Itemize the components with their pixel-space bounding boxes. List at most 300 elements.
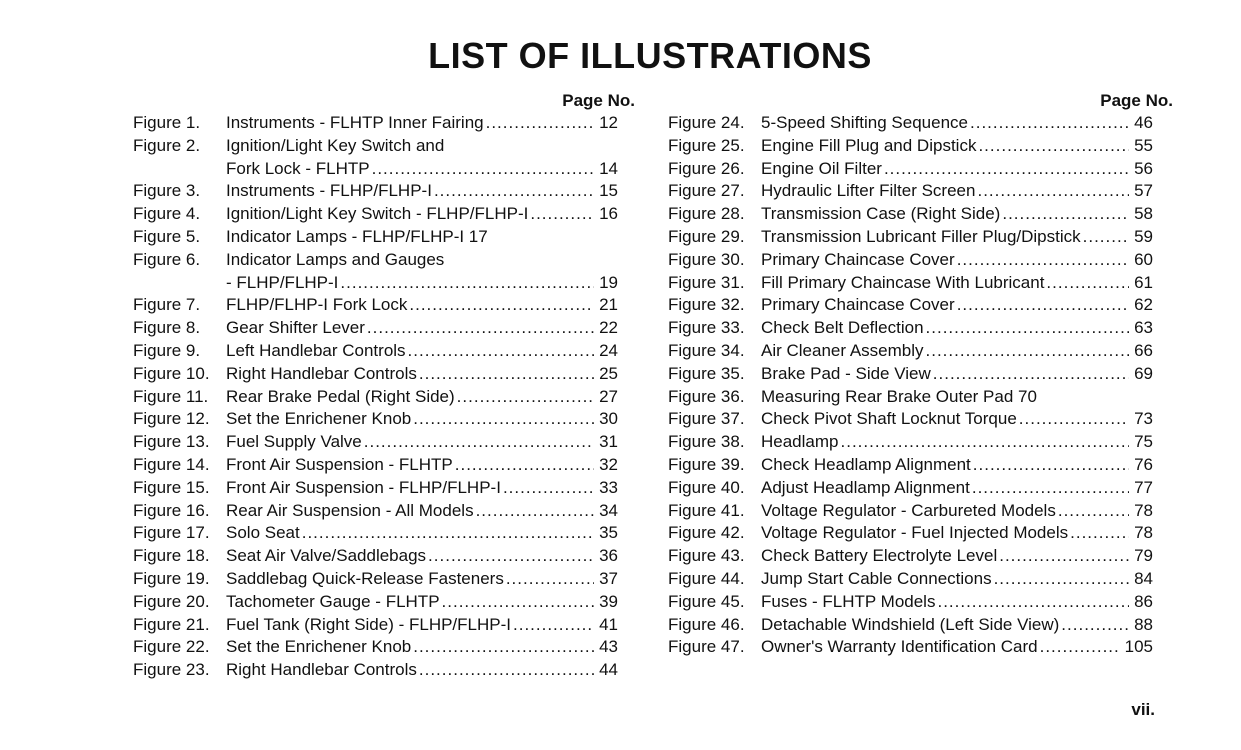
caption-line — [761, 545, 1153, 568]
caption-text: Check Belt Deflection — [761, 318, 924, 338]
figure-number: Figure 3. — [133, 181, 201, 201]
caption-line — [226, 454, 618, 477]
figure-caption — [761, 294, 1153, 317]
figure-number: Figure 19. — [133, 568, 210, 588]
caption-line — [761, 226, 1153, 249]
caption-line — [226, 545, 618, 568]
illustration-entry — [668, 112, 1173, 135]
page-number: 59 — [1134, 226, 1153, 246]
dot-leader — [367, 317, 594, 340]
caption-line — [761, 249, 1153, 272]
illustration-entry — [668, 545, 1173, 568]
caption-text: - FLHP/FLHP-I — [226, 272, 339, 292]
illustration-entry — [668, 522, 1173, 545]
illustration-entry — [668, 614, 1173, 637]
caption-line — [761, 112, 1153, 135]
caption-text: Set the Enrichener Knob — [226, 637, 412, 657]
caption-line — [226, 135, 618, 158]
caption-line — [761, 386, 1153, 409]
caption-text: Instruments - FLHP/FLHP-I — [226, 181, 432, 201]
illustration-entry — [668, 180, 1173, 203]
caption-text: Headlamp — [761, 432, 839, 452]
figure-number: Figure 17. — [133, 523, 210, 543]
figure-number: Figure 1. — [133, 113, 201, 132]
caption-line — [226, 158, 618, 181]
figure-number: Figure 7. — [133, 295, 201, 315]
figure-caption — [226, 477, 618, 500]
caption-line — [226, 272, 618, 295]
dot-leader — [994, 568, 1129, 591]
page-number: 76 — [1134, 454, 1153, 474]
caption-text: Air Cleaner Assembly — [761, 340, 924, 360]
page-number: 55 — [1134, 135, 1153, 155]
page-number: 78 — [1134, 523, 1153, 543]
illustration-entry — [668, 500, 1173, 523]
figure-number: Figure 32. — [668, 295, 745, 315]
page-number: 66 — [1134, 340, 1153, 360]
caption-text: Engine Oil Filter — [761, 158, 882, 178]
figure-caption — [226, 317, 618, 340]
page-number: 86 — [1134, 591, 1153, 611]
caption-line — [226, 340, 618, 363]
dot-leader — [506, 568, 594, 591]
figure-caption — [761, 522, 1153, 545]
figure-caption — [226, 522, 618, 545]
dot-leader — [442, 591, 594, 614]
caption-line — [761, 203, 1153, 226]
figure-number: Figure 42. — [668, 523, 745, 543]
figure-number: Figure 23. — [133, 660, 210, 680]
illustration-entry — [668, 386, 1173, 409]
caption-line — [761, 408, 1153, 431]
figure-number: Figure 29. — [668, 226, 745, 246]
dot-leader — [1019, 408, 1129, 431]
caption-text: Indicator Lamps and Gauges — [226, 249, 445, 269]
dot-leader — [970, 112, 1129, 135]
caption-line — [226, 363, 618, 386]
figure-caption — [226, 180, 618, 203]
figure-number: Figure 31. — [668, 272, 745, 292]
figure-caption — [226, 454, 618, 477]
illustration-entry — [668, 226, 1173, 249]
figure-number: Figure 18. — [133, 546, 210, 566]
illustration-entry — [133, 568, 635, 591]
illustration-entry — [668, 272, 1173, 295]
dot-leader — [973, 454, 1129, 477]
figure-caption — [761, 226, 1153, 249]
figure-caption — [761, 477, 1153, 500]
caption-text: Brake Pad - Side View — [761, 363, 931, 383]
caption-line — [226, 408, 618, 431]
caption-line — [226, 431, 618, 454]
figure-caption — [761, 614, 1153, 637]
dot-leader — [1002, 203, 1129, 226]
figure-caption — [761, 500, 1153, 523]
page-number: 27 — [599, 386, 618, 406]
illustration-entry — [668, 363, 1173, 386]
figure-caption — [226, 636, 618, 659]
caption-text: Jump Start Cable Connections — [761, 568, 992, 588]
dot-leader — [457, 386, 594, 409]
caption-text: Engine Fill Plug and Dipstick — [761, 135, 977, 155]
caption-line — [761, 477, 1153, 500]
figure-number: Figure 22. — [133, 637, 210, 657]
figure-number: Figure 21. — [133, 614, 210, 634]
page-number: 56 — [1134, 158, 1153, 178]
figure-caption — [761, 568, 1153, 591]
figure-number: Figure 11. — [133, 386, 209, 406]
page-number: 88 — [1134, 614, 1153, 634]
figure-caption — [761, 363, 1153, 386]
figure-caption — [761, 454, 1153, 477]
caption-text: Rear Brake Pedal (Right Side) — [226, 386, 455, 406]
caption-line — [226, 477, 618, 500]
page-number: 46 — [1134, 113, 1153, 132]
page-number: 34 — [599, 500, 618, 520]
figure-caption — [226, 112, 618, 135]
dot-leader — [1083, 226, 1129, 249]
caption-text: Set the Enrichener Knob — [226, 409, 412, 429]
caption-line — [761, 522, 1153, 545]
figure-number: Figure 15. — [133, 477, 210, 497]
caption-text: Saddlebag Quick-Release Fasteners — [226, 568, 504, 588]
right-entry-list — [668, 112, 1173, 659]
dot-leader — [841, 431, 1130, 454]
caption-line — [761, 272, 1153, 295]
page-number: 33 — [599, 477, 618, 497]
illustration-entry — [133, 500, 635, 523]
illustration-entry — [133, 249, 635, 295]
page-number: 15 — [599, 181, 618, 201]
caption-text: Front Air Suspension - FLHTP — [226, 454, 453, 474]
page-number: 62 — [1134, 295, 1153, 315]
dot-leader — [434, 180, 594, 203]
caption-line — [226, 614, 618, 637]
figure-caption — [226, 500, 618, 523]
dot-leader — [937, 591, 1129, 614]
caption-text: Right Handlebar Controls — [226, 660, 417, 680]
caption-text: Primary Chaincase Cover — [761, 295, 955, 315]
page-number: 77 — [1134, 477, 1153, 497]
illustration-entry — [668, 203, 1173, 226]
figure-caption — [761, 431, 1153, 454]
figure-caption — [226, 408, 618, 431]
illustration-entry — [668, 636, 1173, 659]
dot-leader — [1058, 500, 1129, 523]
illustration-entry — [133, 317, 635, 340]
figure-caption — [226, 431, 618, 454]
dot-leader — [486, 112, 594, 135]
figure-caption — [761, 591, 1153, 614]
figure-number: Figure 36. — [668, 386, 745, 406]
figure-number: Figure 28. — [668, 204, 745, 224]
dot-leader — [503, 477, 594, 500]
caption-line — [761, 294, 1153, 317]
dot-leader — [413, 636, 594, 659]
dot-leader — [977, 180, 1129, 203]
caption-text: Adjust Headlamp Alignment — [761, 477, 970, 497]
figure-caption — [226, 545, 618, 568]
illustration-entry — [133, 226, 635, 249]
page-number: 41 — [599, 614, 618, 634]
figure-caption — [761, 408, 1153, 431]
caption-line — [761, 591, 1153, 614]
dot-leader — [364, 431, 594, 454]
caption-line — [761, 363, 1153, 386]
illustration-entry — [668, 294, 1173, 317]
figure-caption — [226, 568, 618, 591]
caption-line — [226, 203, 618, 226]
caption-text: Fork Lock - FLHTP — [226, 158, 370, 178]
figure-number: Figure 12. — [133, 409, 210, 429]
figure-number: Figure 30. — [668, 249, 745, 269]
dot-leader — [513, 614, 594, 637]
dot-leader — [999, 545, 1129, 568]
dot-leader — [926, 317, 1129, 340]
page-number: 37 — [599, 568, 618, 588]
caption-text: Left Handlebar Controls — [226, 340, 406, 360]
caption-text: Fuses - FLHTP Models — [761, 591, 936, 611]
caption-text: Voltage Regulator - Fuel Injected Models — [761, 523, 1069, 543]
caption-line — [761, 180, 1153, 203]
figure-number: Figure 26. — [668, 158, 745, 178]
figure-number: Figure 9. — [133, 340, 201, 360]
page-number: 105 — [1124, 637, 1153, 657]
figure-number: Figure 45. — [668, 591, 745, 611]
page-number: 44 — [599, 660, 618, 680]
dot-leader — [1061, 614, 1129, 637]
dot-leader — [413, 408, 594, 431]
figure-caption — [761, 180, 1153, 203]
dot-leader — [978, 135, 1129, 158]
illustration-entry — [133, 591, 635, 614]
caption-line — [761, 340, 1153, 363]
figure-number: Figure 37. — [668, 409, 745, 429]
figure-caption — [761, 203, 1153, 226]
figure-number: Figure 47. — [668, 637, 745, 657]
figure-caption — [226, 294, 618, 317]
caption-line — [761, 614, 1153, 637]
caption-text: Fill Primary Chaincase With Lubricant — [761, 272, 1045, 292]
illustration-entry — [133, 431, 635, 454]
caption-line — [226, 522, 618, 545]
caption-text: Voltage Regulator - Carbureted Models — [761, 500, 1056, 520]
caption-text: Transmission Case (Right Side) — [761, 204, 1001, 224]
caption-line — [761, 158, 1153, 181]
figure-number: Figure 33. — [668, 318, 745, 338]
caption-text: Detachable Windshield (Left Side View) — [761, 614, 1060, 634]
caption-text: Gear Shifter Lever — [226, 318, 365, 338]
page-number: 24 — [599, 340, 618, 360]
page-no-header-right: Page No. — [1100, 91, 1173, 110]
figure-number: Figure 20. — [133, 591, 210, 611]
page-number: 32 — [599, 454, 618, 474]
dot-leader — [884, 158, 1129, 181]
caption-text: Instruments - FLHTP Inner Fairing — [226, 113, 484, 132]
page-number: 19 — [599, 272, 618, 292]
caption-line — [761, 636, 1153, 659]
illustration-entry — [133, 545, 635, 568]
figure-number: Figure 46. — [668, 614, 745, 634]
illustration-entry — [133, 522, 635, 545]
page-number: 79 — [1134, 546, 1153, 566]
figure-caption — [761, 386, 1153, 409]
page-number: 75 — [1134, 432, 1153, 452]
dot-leader — [340, 272, 594, 295]
illustration-entry — [133, 340, 635, 363]
illustration-entry — [668, 591, 1173, 614]
dot-leader — [957, 294, 1129, 317]
illustration-entry — [133, 636, 635, 659]
page-number: 35 — [599, 523, 618, 543]
caption-text: Ignition/Light Key Switch and — [226, 135, 445, 155]
dot-leader — [972, 477, 1129, 500]
illustration-entry — [668, 135, 1173, 158]
figure-number: Figure 35. — [668, 363, 745, 383]
illustration-entry — [668, 477, 1173, 500]
dot-leader — [1046, 272, 1129, 295]
caption-line — [226, 386, 618, 409]
footer-page-number: vii. — [1131, 700, 1155, 719]
illustration-entry — [668, 158, 1173, 181]
left-column — [133, 90, 635, 682]
figure-caption — [226, 249, 618, 295]
figure-number: Figure 4. — [133, 204, 201, 224]
caption-text: Fuel Tank (Right Side) - FLHP/FLHP-I — [226, 614, 511, 634]
page-number: 78 — [1134, 500, 1153, 520]
page-number: 14 — [599, 158, 618, 178]
page-number: 58 — [1134, 204, 1153, 224]
caption-line — [226, 180, 618, 203]
caption-text: Seat Air Valve/Saddlebags — [226, 546, 427, 566]
dot-leader — [302, 522, 594, 545]
page-number: 60 — [1134, 249, 1153, 269]
caption-text: Fuel Supply Valve — [226, 432, 362, 452]
caption-text: Owner's Warranty Identification Card — [761, 637, 1038, 657]
figure-caption — [226, 659, 618, 682]
figure-caption — [226, 591, 618, 614]
caption-text: Check Battery Electrolyte Level — [761, 546, 998, 566]
caption-line — [226, 500, 618, 523]
figure-caption — [761, 158, 1153, 181]
dot-leader — [926, 340, 1129, 363]
figure-number: Figure 43. — [668, 546, 745, 566]
caption-text: Right Handlebar Controls — [226, 363, 417, 383]
figure-caption — [761, 545, 1153, 568]
illustration-entry — [668, 408, 1173, 431]
caption-text: Check Pivot Shaft Locknut Torque — [761, 409, 1017, 429]
figure-number: Figure 16. — [133, 500, 210, 520]
caption-line — [761, 135, 1153, 158]
illustration-entry — [133, 386, 635, 409]
dot-leader — [957, 249, 1129, 272]
figure-caption — [761, 112, 1153, 135]
dot-leader — [419, 659, 594, 682]
illustration-entry — [668, 431, 1173, 454]
page-number: 43 — [599, 637, 618, 657]
caption-line — [761, 500, 1153, 523]
illustration-entry — [668, 340, 1173, 363]
figure-caption — [226, 614, 618, 637]
figure-caption — [226, 135, 618, 181]
figure-caption — [761, 249, 1153, 272]
figure-number: Figure 5. — [133, 226, 201, 246]
figure-caption — [226, 340, 618, 363]
dot-leader — [1070, 522, 1129, 545]
dot-leader — [408, 340, 594, 363]
figure-number: Figure 44. — [668, 568, 745, 588]
page-number: 39 — [599, 591, 618, 611]
figure-caption — [226, 226, 618, 249]
dot-leader — [455, 454, 594, 477]
page-number: 30 — [599, 409, 618, 429]
caption-line — [761, 454, 1153, 477]
page-number: 63 — [1134, 318, 1153, 338]
caption-line — [761, 431, 1153, 454]
caption-text: Check Headlamp Alignment — [761, 454, 971, 474]
figure-number: Figure 24. — [668, 113, 745, 132]
caption-line — [226, 636, 618, 659]
caption-text: Tachometer Gauge - FLHTP — [226, 591, 440, 611]
page-number: 73 — [1134, 409, 1153, 429]
caption-text: Rear Air Suspension - All Models — [226, 500, 474, 520]
caption-line — [226, 568, 618, 591]
figure-number: Figure 25. — [668, 135, 745, 155]
illustration-entry — [133, 112, 635, 135]
illustration-entry — [133, 203, 635, 226]
caption-text: Front Air Suspension - FLHP/FLHP-I — [226, 477, 501, 497]
right-column — [668, 90, 1173, 659]
figure-caption — [226, 363, 618, 386]
caption-line — [226, 317, 618, 340]
caption-line — [226, 591, 618, 614]
caption-text: 5-Speed Shifting Sequence — [761, 113, 968, 132]
caption-text: Indicator Lamps - FLHP/FLHP-I 17 — [226, 226, 488, 246]
caption-line — [226, 659, 618, 682]
figure-number: Figure 8. — [133, 318, 201, 338]
figure-number: Figure 27. — [668, 181, 745, 201]
figure-number: Figure 39. — [668, 454, 745, 474]
caption-text: Transmission Lubricant Filler Plug/Dipstick — [761, 226, 1081, 246]
page-title: LIST OF ILLUSTRATIONS — [428, 35, 872, 76]
figure-number: Figure 13. — [133, 432, 210, 452]
page-number: 31 — [599, 432, 618, 452]
illustration-entry — [668, 568, 1173, 591]
figure-caption — [761, 340, 1153, 363]
caption-line — [226, 249, 618, 272]
illustration-entry — [133, 659, 635, 682]
dot-leader — [428, 545, 594, 568]
illustration-entry — [133, 135, 635, 181]
caption-line — [761, 317, 1153, 340]
figure-number: Figure 40. — [668, 477, 745, 497]
page-number: 12 — [599, 113, 618, 132]
illustration-entry — [133, 180, 635, 203]
figure-caption — [761, 135, 1153, 158]
illustration-entry — [668, 317, 1173, 340]
illustration-entry — [133, 614, 635, 637]
dot-leader — [372, 158, 594, 181]
illustration-entry — [133, 294, 635, 317]
figure-caption — [761, 636, 1153, 659]
dot-leader — [530, 203, 594, 226]
figure-number: Figure 6. — [133, 249, 201, 269]
figure-number: Figure 10. — [133, 363, 210, 383]
page-number: 21 — [599, 295, 618, 315]
caption-text: Primary Chaincase Cover — [761, 249, 955, 269]
figure-caption — [761, 272, 1153, 295]
figure-number: Figure 2. — [133, 135, 201, 155]
